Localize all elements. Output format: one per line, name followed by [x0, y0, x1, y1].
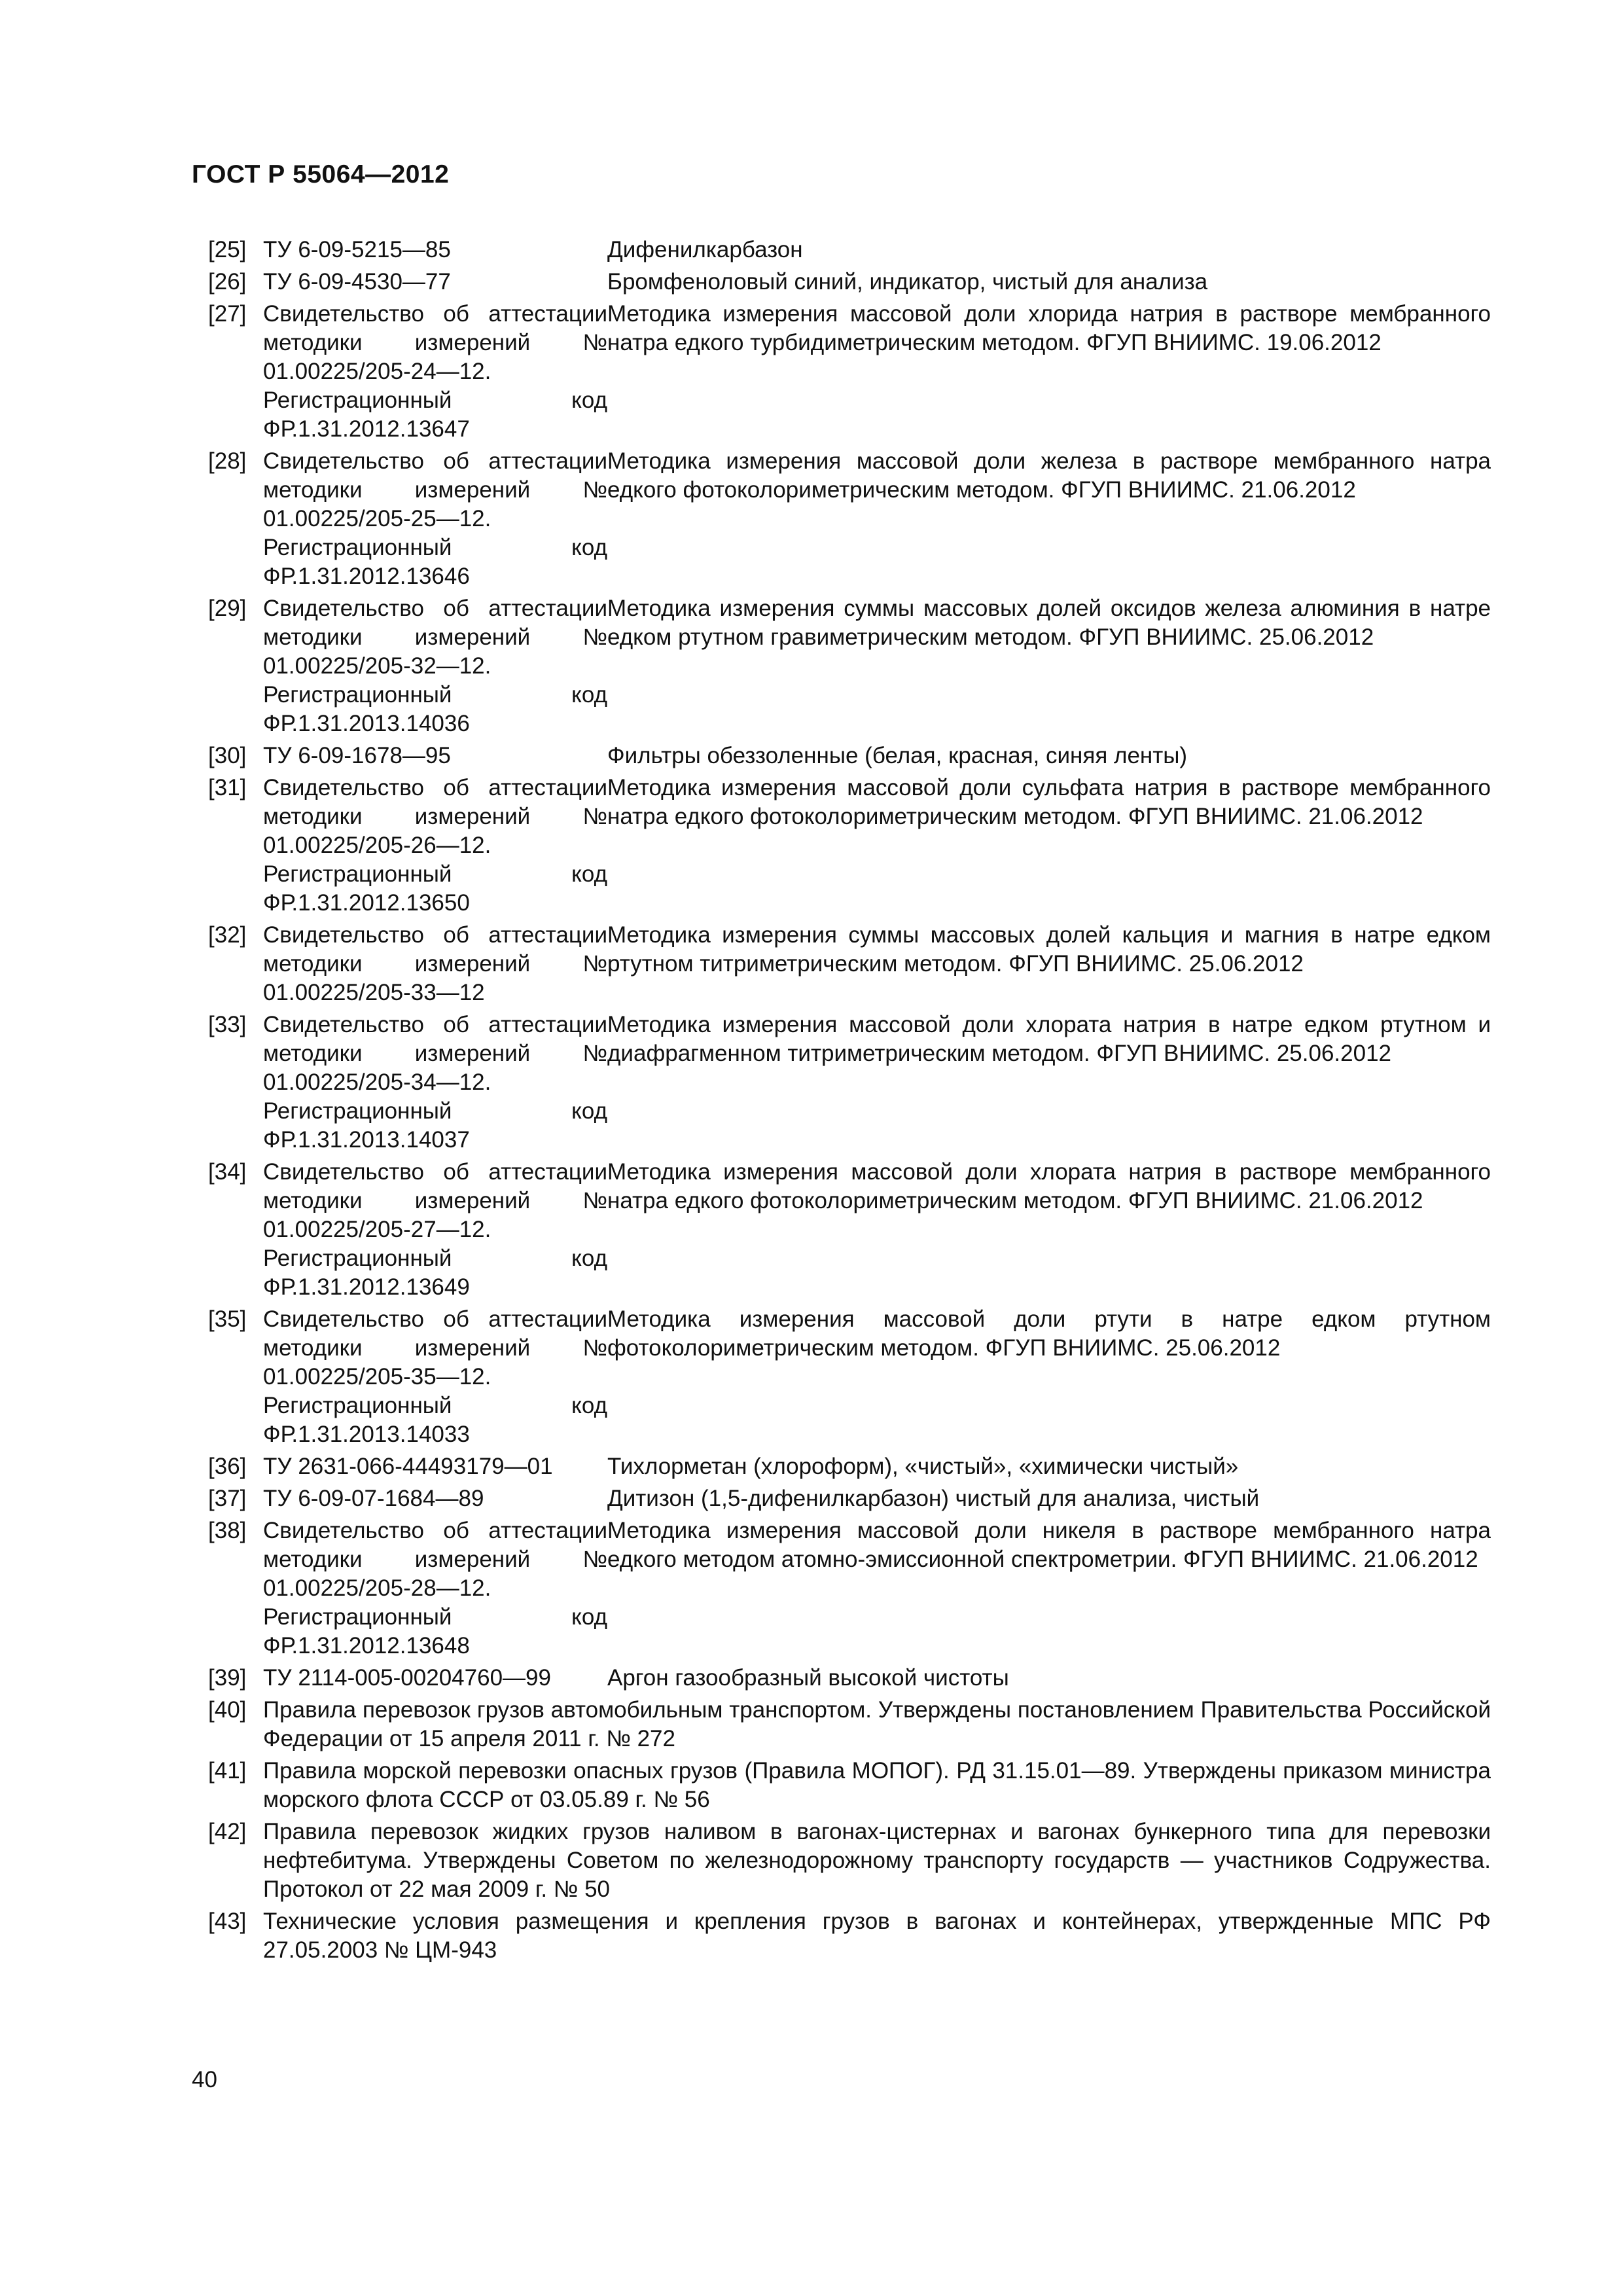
reference-item: [208, 1516, 1491, 1660]
reference-document: Свидетельство об аттестации методики измерений № 01.00225/205-28—12. Регистрационный код ФР.1.31.2012.13648: [263, 1518, 607, 1659]
reference-list: [208, 236, 1491, 1968]
reference-description: Бромфеноловый синий, индикатор, чистый для анализа: [607, 269, 1208, 295]
reference-item: [208, 742, 1491, 770]
reference-description: Фильтры обеззоленные (белая, красная, синяя ленты): [607, 743, 1188, 768]
reference-item-full: [208, 1696, 1491, 1753]
reference-description: Методика измерения массовой доли ртути в натре едком ртутном фотоколориметрическим методом. ФГУП ВНИИМС. 25.06.2012: [607, 1306, 1491, 1361]
reference-document: Свидетельство об аттестации методики измерений № 01.00225/205-34—12. Регистрационный код ФР.1.31.2013.14037: [263, 1012, 607, 1153]
reference-document: Свидетельство об аттестации методики измерений № 01.00225/205-32—12. Регистрационный код ФР.1.31.2013.14036: [263, 596, 607, 736]
reference-document: Свидетельство об аттестации методики измерений № 01.00225/205-24—12. Регистрационный код ФР.1.31.2012.13647: [263, 301, 607, 442]
reference-item-full: [208, 1757, 1491, 1814]
reference-description: Дитизон (1,5-дифенилкарбазон) чистый для анализа, чистый: [607, 1486, 1260, 1511]
reference-document: Свидетельство об аттестации методики измерений № 01.00225/205-35—12. Регистрационный код ФР.1.31.2013.14033: [263, 1306, 607, 1447]
reference-document: ТУ 6-09-4530—77: [263, 269, 451, 295]
reference-item-full: [208, 1818, 1491, 1904]
reference-description: Аргон газообразный высокой чистоты: [607, 1665, 1009, 1691]
reference-number: [37]: [208, 1486, 247, 1511]
reference-number: [31]: [208, 775, 247, 800]
reference-item: [208, 1011, 1491, 1155]
reference-document: Свидетельство об аттестации методики измерений № 01.00225/205-33—12: [263, 922, 607, 1005]
reference-text: Правила перевозок жидких грузов наливом в вагонах-цистернах и вагонах бункерного типа для перевозки нефтебитума. Утверждены Советом по железнодорожному транспорту государств — участников Содружества. Протокол от 22 мая 2009 г. № 50: [263, 1819, 1491, 1902]
reference-item: [208, 1664, 1491, 1693]
reference-item: [208, 236, 1491, 264]
reference-description: Методика измерения массовой доли хлората натрия в натре едком ртутном и диафрагменном титриметрическим методом. ФГУП ВНИИМС. 25.06.2012: [607, 1012, 1491, 1066]
reference-number: [30]: [208, 743, 247, 768]
reference-number: [40]: [208, 1697, 247, 1723]
reference-document: Свидетельство об аттестации методики измерений № 01.00225/205-27—12. Регистрационный код ФР.1.31.2012.13649: [263, 1159, 607, 1300]
reference-item-full: [208, 1907, 1491, 1965]
reference-description: Методика измерения массовой доли хлората натрия в растворе мембранного натра едкого фотоколориметрическим методом. ФГУП ВНИИМС. 21.06.2012: [607, 1159, 1491, 1213]
reference-item: [208, 921, 1491, 1007]
reference-document: ТУ 2114-005-00204760—99: [263, 1665, 551, 1691]
reference-number: [41]: [208, 1758, 247, 1784]
reference-item: [208, 774, 1491, 918]
reference-number: [26]: [208, 269, 247, 295]
reference-number: [43]: [208, 1909, 247, 1934]
reference-item: [208, 594, 1491, 738]
reference-number: [25]: [208, 237, 247, 262]
reference-number: [28]: [208, 448, 247, 474]
reference-item: [208, 1158, 1491, 1302]
reference-number: [34]: [208, 1159, 247, 1185]
document-header: ГОСТ Р 55064—2012: [192, 160, 450, 188]
reference-document: ТУ 6-09-1678—95: [263, 743, 451, 768]
reference-number: [35]: [208, 1306, 247, 1332]
reference-item: [208, 268, 1491, 296]
reference-text: Технические условия размещения и крепления грузов в вагонах и контейнерах, утвержденные МПС РФ 27.05.2003 № ЦМ-943: [263, 1909, 1491, 1963]
reference-item: [208, 300, 1491, 444]
reference-document: Свидетельство об аттестации методики измерений № 01.00225/205-26—12. Регистрационный код ФР.1.31.2012.13650: [263, 775, 607, 916]
reference-description: Тихлорметан (хлороформ), «чистый», «химически чистый»: [607, 1454, 1239, 1479]
reference-number: [42]: [208, 1819, 247, 1844]
reference-number: [32]: [208, 922, 247, 948]
reference-item: [208, 447, 1491, 591]
reference-document: ТУ 6-09-07-1684—89: [263, 1486, 484, 1511]
reference-text: Правила морской перевозки опасных грузов (Правила МОПОГ). РД 31.15.01—89. Утверждены приказом министра морского флота СССР от 03.05.89 г. № 56: [263, 1758, 1491, 1812]
reference-document: ТУ 6-09-5215—85: [263, 237, 451, 262]
reference-description: Методика измерения суммы массовых долей кальция и магния в натре едком ртутном титриметрическим методом. ФГУП ВНИИМС. 25.06.2012: [607, 922, 1491, 977]
reference-description: Методика измерения массовой доли никеля в растворе мембранного натра едкого методом атомно-эмиссионной спектрометрии. ФГУП ВНИИМС. 21.06.2012: [607, 1518, 1491, 1572]
reference-document: ТУ 2631-066-44493179—01: [263, 1454, 553, 1479]
reference-text: Правила перевозок грузов автомобильным транспортом. Утверждены постановлением Правительства Российской Федерации от 15 апреля 2011 г. № 272: [263, 1697, 1491, 1751]
reference-document: Свидетельство об аттестации методики измерений № 01.00225/205-25—12. Регистрационный код ФР.1.31.2012.13646: [263, 448, 607, 589]
reference-description: Методика измерения массовой доли сульфата натрия в растворе мембранного натра едкого фотоколориметрическим методом. ФГУП ВНИИМС. 21.06.2012: [607, 775, 1491, 829]
reference-number: [39]: [208, 1665, 247, 1691]
reference-number: [36]: [208, 1454, 247, 1479]
reference-description: Методика измерения суммы массовых долей оксидов железа алюминия в натре едком ртутном гравиметрическим методом. ФГУП ВНИИМС. 25.06.2012: [607, 596, 1491, 650]
reference-item: [208, 1305, 1491, 1449]
reference-number: [27]: [208, 301, 247, 327]
reference-number: [33]: [208, 1012, 247, 1037]
reference-number: [38]: [208, 1518, 247, 1543]
page-number: 40: [192, 2067, 217, 2092]
reference-description: Методика измерения массовой доли железа в растворе мембранного натра едкого фотоколориметрическим методом. ФГУП ВНИИМС. 21.06.2012: [607, 448, 1491, 503]
reference-description: Методика измерения массовой доли хлорида натрия в растворе мембранного натра едкого турбидиметрическим методом. ФГУП ВНИИМС. 19.06.2012: [607, 301, 1491, 355]
reference-number: [29]: [208, 596, 247, 621]
reference-item: [208, 1452, 1491, 1481]
reference-description: Дифенилкарбазон: [607, 237, 803, 262]
reference-item: [208, 1484, 1491, 1513]
